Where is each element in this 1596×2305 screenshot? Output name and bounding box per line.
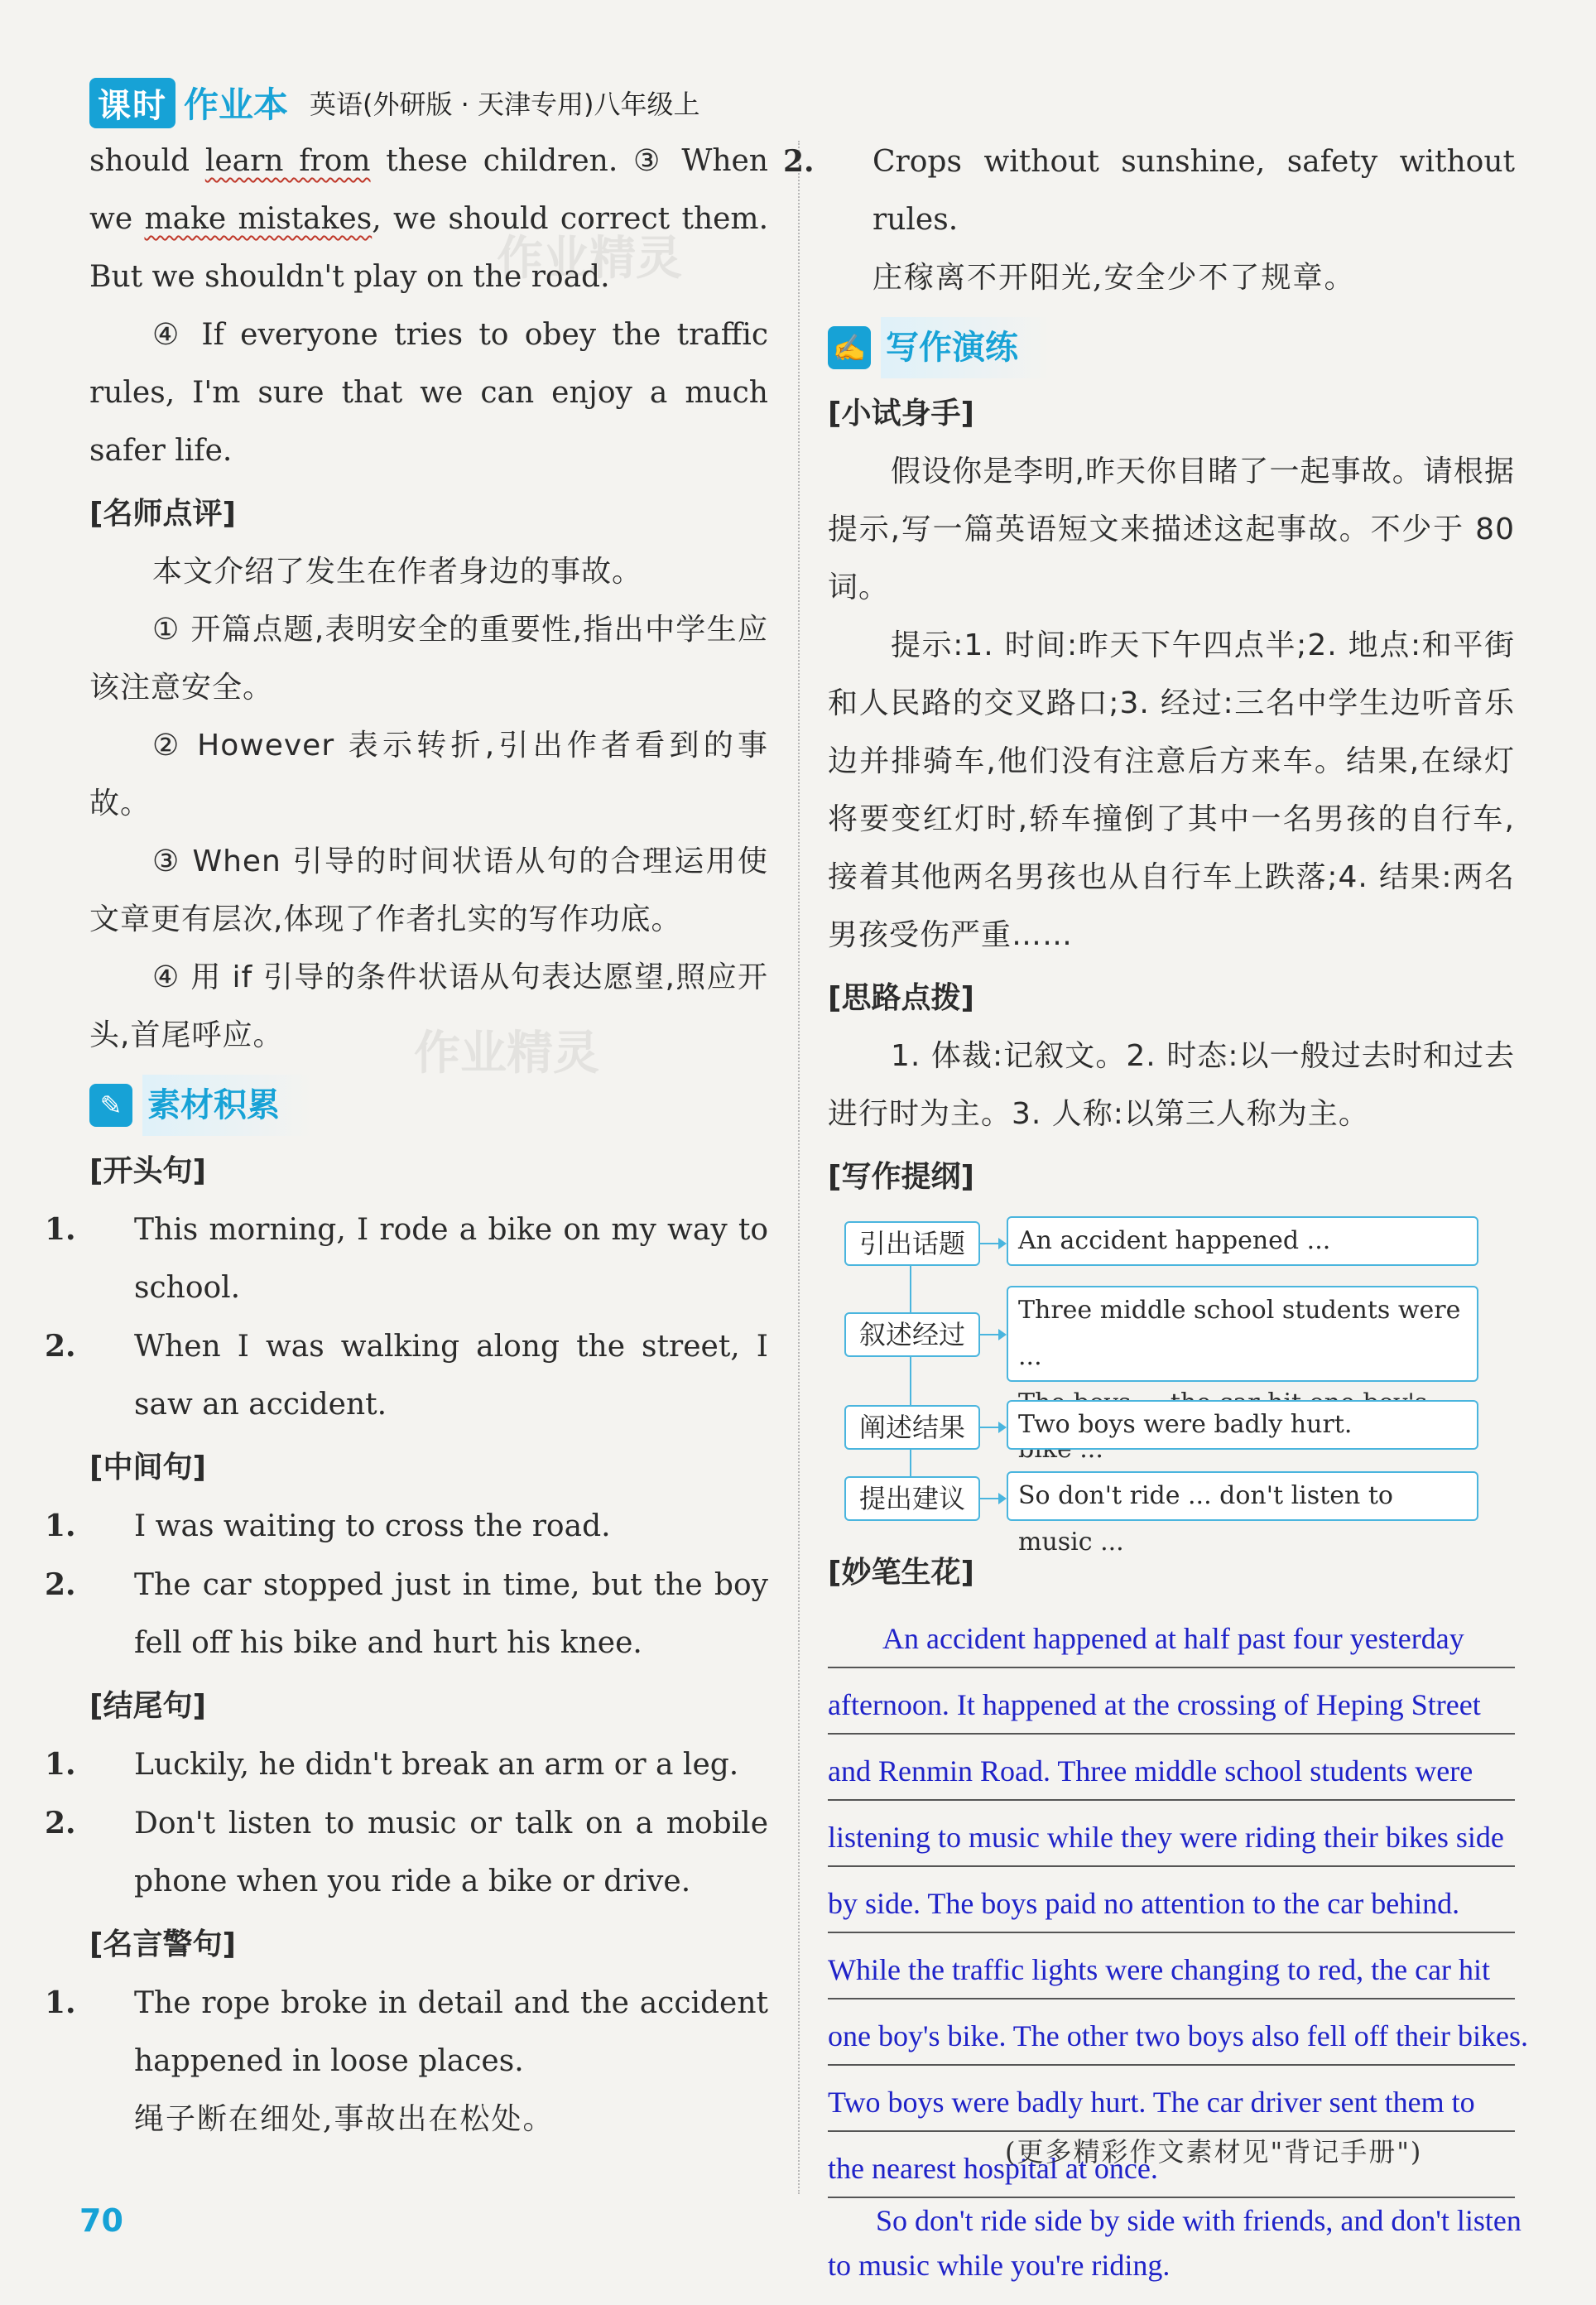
footnote: (更多精彩作文素材见"背记手册") [1005, 2136, 1423, 2168]
essay-line: So don't ride side by side with friends, and don't listen [876, 2204, 1521, 2237]
essay-line: An accident happened at half past four yesterday [828, 1602, 1515, 1668]
task-prompt: 假设你是李明,昨天你目睹了一起事故。请根据提示,写一篇英语短文来描述这起事故。不少于 80 词。 [828, 455, 1515, 604]
outline-step-box: Two boys were badly hurt. [1007, 1400, 1478, 1450]
comment-line: ② However 表示转折,引出作者看到的事故。 [89, 729, 768, 820]
subheading-ending: [结尾句] [89, 1689, 206, 1723]
outline-arrow [978, 1334, 1005, 1335]
section-title: 素材积累 [142, 1075, 313, 1136]
watermark: 作业精灵 [414, 1027, 599, 1080]
comment-line: ④ 用 if 引导的条件状语从句表达愿望,照应开头,首尾呼应。 [89, 960, 768, 1052]
essay-line: to music while you're riding. [828, 2249, 1171, 2282]
comment-line: ① 开篇点题,表明安全的重要性,指出中学生应该注意安全。 [89, 613, 768, 705]
list-item: 2. Don't listen to music or talk on a mobile phone when you ride a bike or drive. [45, 1806, 768, 1898]
outline-arrow [978, 1498, 1005, 1499]
section-title: 写作演练 [881, 317, 1051, 378]
outline-step-box: Three middle school students were ... [1007, 1286, 1478, 1382]
key-phrase: learn from [204, 144, 371, 178]
brand-logo: 课时 [89, 78, 175, 128]
comment-heading: [名师点评] [89, 497, 236, 531]
subheading-outline: [写作提纲] [828, 1160, 974, 1194]
essay-line: While the traffic lights were changing to red, the car hit [828, 1933, 1515, 1999]
outline-step-box: An accident happened ... [1007, 1216, 1478, 1266]
quote-translation: 绳子断在细处,事故出在松处。 [134, 2102, 555, 2136]
comment-line: ③ When 引导的时间状语从句的合理运用使文章更有层次,体现了作者扎实的写作功底。 [89, 845, 768, 936]
list-item: 1. I was waiting to cross the road. [45, 1509, 611, 1543]
subheading-essay: [妙笔生花] [828, 1556, 974, 1590]
subheading-quotes: [名言警句] [89, 1927, 236, 1961]
outline-step-label: 阐述结果 [844, 1405, 980, 1450]
sample-essay [828, 1602, 1528, 2288]
outline-step-box: So don't ride ... don't listen to music ... [1007, 1471, 1478, 1521]
list-item: 1. The rope broke in detail and the accident happened in loose places. [45, 1985, 768, 2078]
pen-icon: ✍ [828, 326, 871, 369]
subheading-opening: [开头句] [89, 1154, 206, 1188]
column-divider [798, 141, 800, 2194]
idea-text: 1. 体裁:记叙文。2. 时态:以一般过去时和过去进行时为主。3. 人称:以第三人称为主。 [828, 1039, 1515, 1131]
essay-line: by side. The boys paid no attention to the car behind. [828, 1867, 1515, 1933]
outline-step-label: 提出建议 [844, 1476, 980, 1521]
outline-arrow [978, 1427, 1005, 1428]
essay-line: one boy's bike. The other two boys also fell off their bikes. [828, 1999, 1515, 2066]
comment-line: 本文介绍了发生在作者身边的事故。 [152, 555, 643, 589]
list-item: 1. This morning, I rode a bike on my way to school. [45, 1212, 768, 1305]
essay-paragraph: should learn from these children. ③ When we make mistakes, we should correct them. But we shouldn't play on the road. [89, 144, 769, 294]
list-item: 2. The car stopped just in time, but the boy fell off his bike and hurt his knee. [45, 1567, 768, 1660]
watermark: 作业精灵 [497, 232, 682, 286]
subheading-middle: [中间句] [89, 1451, 206, 1485]
left-column [45, 132, 769, 2149]
page-number: 70 [79, 2202, 123, 2239]
essay-line: listening to music while they were riding their bikes side [828, 1801, 1515, 1867]
quote-translation: 庄稼离不开阳光,安全少不了规章。 [873, 261, 1356, 295]
essay-line: the nearest hospital at once. [828, 2132, 1515, 2198]
list-item: 2. When I was walking along the street, I saw an accident. [45, 1329, 768, 1422]
subheading-try: [小试身手] [828, 397, 974, 431]
subheading-idea: [思路点拨] [828, 981, 974, 1015]
outline-step-label: 叙述经过 [844, 1312, 980, 1357]
essay-line: afternoon. It happened at the crossing of Heping Street [828, 1668, 1515, 1735]
list-item: 1. Luckily, he didn't break an arm or a leg. [45, 1747, 739, 1782]
book-icon: ✎ [89, 1084, 132, 1127]
section-heading [828, 322, 1515, 373]
task-hints: 提示:1. 时间:昨天下午四点半;2. 地点:和平街和人民路的交叉路口;3. 经过:三名中学生边听音乐边并排骑车,他们没有注意后方来车。结果,在绿灯将要变红灯时,轿车撞倒了其中一名男孩的自行车,接着其他两名男孩也从自行车上跌落;4. 结果:两名男孩受伤严重…… [828, 628, 1515, 952]
outline-arrow [978, 1243, 1005, 1244]
book-subtitle: 英语(外研版 · 天津专用)八年级上 [310, 89, 700, 120]
brand-name: 作业本 [184, 84, 289, 125]
essay-paragraph: ④ If everyone tries to obey the traffic rules, I'm sure that we can enjoy a much safer life. [89, 318, 768, 468]
writing-outline-diagram [828, 1213, 1515, 1561]
section-heading [89, 1080, 768, 1131]
page-header [89, 76, 700, 129]
essay-line: Two boys were badly hurt. The car driver sent them to [828, 2066, 1515, 2132]
outline-step-label: 引出话题 [844, 1221, 980, 1266]
essay-line: and Renmin Road. Three middle school students were [828, 1735, 1515, 1801]
right-column [783, 132, 1528, 2288]
key-phrase: make mistakes [144, 202, 373, 236]
list-item: 2. Crops without sunshine, safety without rules. [783, 144, 1515, 237]
